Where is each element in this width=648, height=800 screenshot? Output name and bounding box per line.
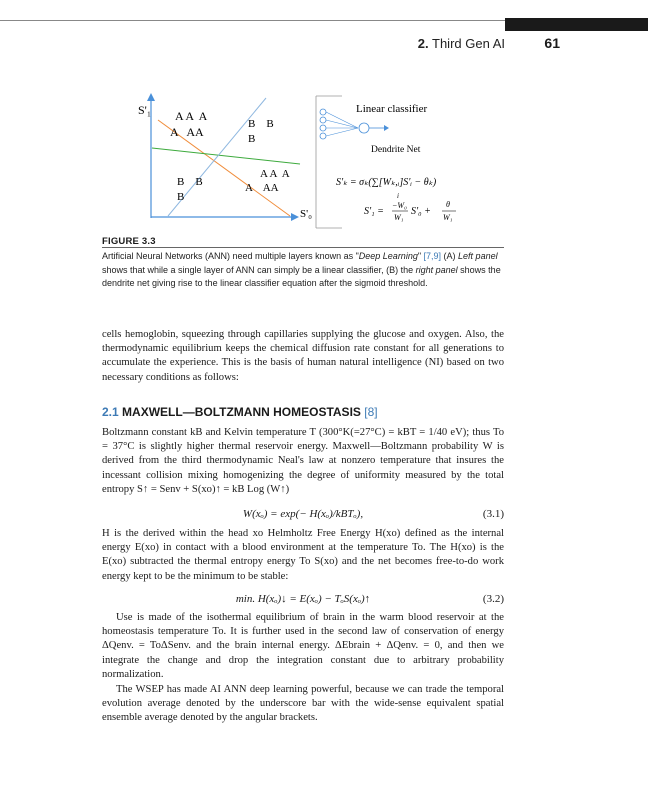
dendrite-net-label: Dendrite Net — [371, 145, 421, 155]
x-axis-arrow — [291, 213, 299, 221]
figure-label: FIGURE 3.3 — [102, 236, 156, 247]
running-head — [350, 36, 505, 51]
equation-3-2-body: min. H(xₒ)↓ = E(xₒ) − TₒS(xₒ)↑ — [235, 593, 371, 605]
paragraph-5: The WSEP has made AI ANN deep learning powerful, because we can trade the temporal evolution average denoted by the underscore bar with the wide-sense equivalent spatial ensemble average denoted by the angular brackets. — [102, 684, 504, 724]
page-number: 61 — [544, 35, 560, 51]
cluster-b-top-row2: B — [248, 133, 256, 145]
paragraph-1: cells hemoglobin, squeezing through capillaries supplying the glucose and oxygen. Also, the thermodynamic equilibrium keeps the chemical diffusion rate constant for all generations to accumulate the experience. This is the basis of human natural intelligence (NI) based on two necessary conditions as follows: — [102, 329, 504, 383]
cluster-b-bottom-row1: B B — [177, 176, 203, 188]
neuron-3 — [320, 125, 326, 131]
caption-part4: shows that while a single layer of ANN can simply be a linear classifier, (B) the — [102, 264, 416, 275]
caption-part2: " — [417, 251, 424, 261]
section-title: MAXWELL—BOLTZMANN HOMEOSTASIS — [122, 405, 361, 419]
x-axis-label: S'₀ — [300, 208, 312, 220]
caption-italic1: Deep Learning — [358, 251, 418, 261]
y-axis-label: S'₁ — [138, 103, 152, 117]
equation-3-1-body: W(xₒ) = exp(− H(xₒ)/kBTₒ), — [242, 508, 364, 520]
fraction2-denominator: W₁ — [443, 213, 453, 222]
input-neurons — [320, 109, 326, 139]
cluster-a-top-row2: A AA — [170, 125, 204, 139]
section-citation-link[interactable]: [8] — [364, 405, 378, 419]
paragraph-2: Boltzmann constant kB and Kelvin temperature T (300°K(=27°C) = kBT = 1/40 eV); thus To = 37°C is slightly higher thermal reservoir energy. Maxwell—Boltzmann probability W is derived from the third thermodynamic Neal's law at nonzero temperature that insures the incessant collision mixing homogenizing the degree of uniformity measured by the total entropy S↑ = Senv + S(xo)↑ = kB Log (W↑) — [102, 427, 504, 495]
chapter-title: Third Gen AI — [432, 36, 505, 51]
equation-sigma: S'ₖ = σₖ(∑[Wₖ,ᵢ]S'ᵢ − θₖ) — [336, 177, 437, 188]
fraction1-denominator: W₁ — [394, 213, 404, 222]
figure-rule — [102, 247, 504, 248]
caption-citation-link[interactable]: [7,9] — [423, 251, 442, 261]
equation-3-2 — [102, 591, 504, 607]
cluster-a-bottom-row1: A A A — [260, 168, 290, 180]
y-axis-arrow — [147, 93, 155, 101]
weight-line-1 — [326, 112, 358, 128]
paragraph-3: H is the derived within the head xo Helmholtz Free Energy H(xo) defined as the internal energy E(xo) in contact with a blood environment at the temperature To. The H(xo) is the E(xo) subtracted the thermal entropy energy To S(xo) and the net becomes free-to-do work energy kept to be the minimum to be stable: — [102, 528, 504, 582]
figure-3-3 — [100, 90, 504, 230]
cluster-a-bottom-row2: A AA — [245, 182, 279, 194]
cluster-b-top-row1: B B — [248, 118, 274, 130]
fraction1-numerator: −W₀ — [392, 201, 407, 210]
fraction2-numerator: θ — [446, 200, 450, 209]
separator-line-green — [152, 148, 300, 164]
caption-part5: shows the dendrite net giving rise to the linear classifier equation after the sigmoid threshold. — [102, 264, 501, 289]
paragraph-4: Use is made of the isothermal equilibrium of brain in the warm blood reservoir at the homeostasis temperature To. It is further used in the second law of conservation of energy ΔQenv. = ToΔSenv. and the brain internal energy. ΔEbrain + ΔQenv. = 0, and then we integrate the change and drop the integration constant due to arbitrary probability normalization. — [102, 612, 504, 680]
neuron-2 — [320, 117, 326, 123]
caption-italic2: Left panel — [458, 251, 498, 261]
equation-3-1 — [102, 506, 504, 522]
output-neuron — [359, 123, 369, 133]
cluster-a-top-row1: A A A — [175, 109, 208, 123]
neuron-1 — [320, 109, 326, 115]
weight-line-4 — [326, 128, 358, 136]
caption-italic3: right panel — [415, 264, 458, 275]
section-number: 2.1 — [102, 405, 119, 419]
chapter-number: 2. — [417, 36, 429, 51]
header-bar — [505, 18, 648, 31]
equation-3-2-number: (3.2) — [482, 593, 504, 605]
figure-caption — [102, 250, 502, 291]
linear-classifier-label: Linear classifier — [356, 103, 428, 115]
weight-lines — [326, 112, 358, 136]
neuron-4 — [320, 133, 326, 139]
weight-line-2 — [326, 120, 358, 128]
equation-3-1-number: (3.1) — [482, 508, 504, 520]
output-arrow-head — [384, 125, 389, 131]
equation-line-lhs: S'₁ = — [364, 206, 384, 217]
caption-part1: Artificial Neural Networks (ANN) need multiple layers known as " — [102, 251, 359, 261]
caption-part3: (A) — [441, 251, 459, 261]
equation-sum-index: i — [397, 192, 399, 200]
section-heading — [102, 405, 504, 419]
cluster-b-bottom-row2: B — [177, 191, 185, 203]
equation-line-mid: S'₀ + — [411, 206, 431, 217]
